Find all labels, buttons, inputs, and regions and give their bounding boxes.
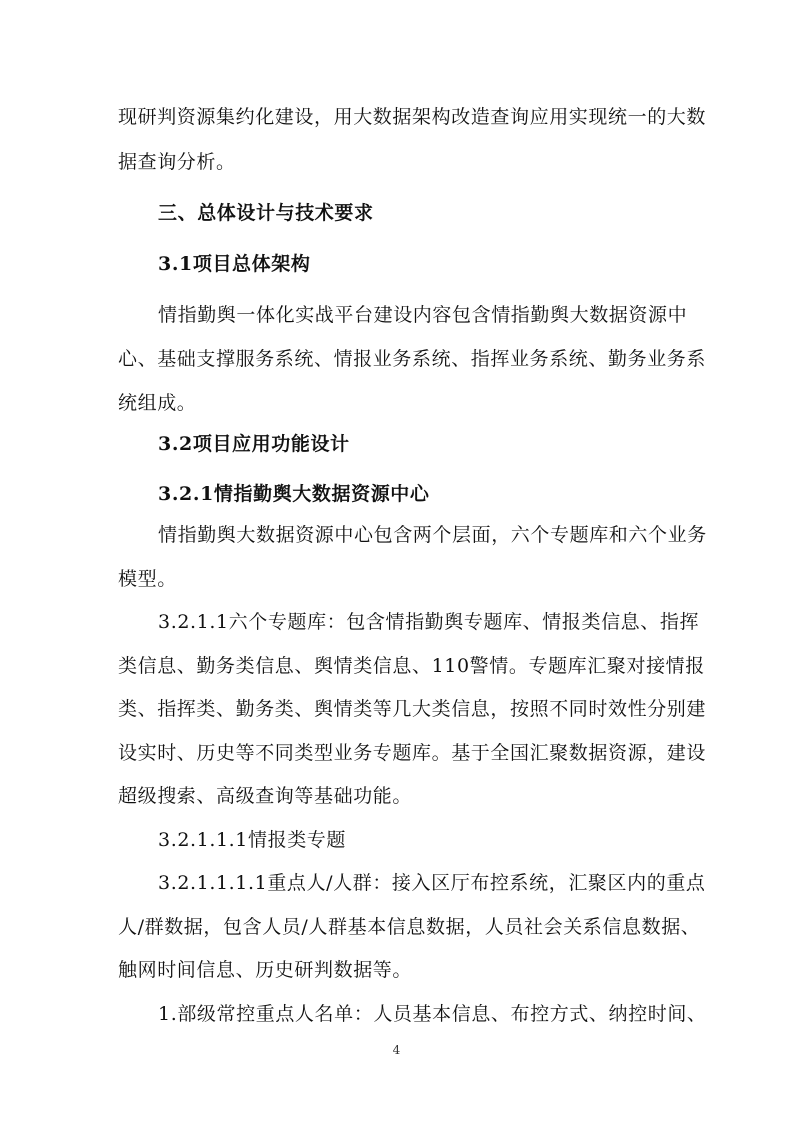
subsection-heading: 3.2.1情指勤舆大数据资源中心 [158, 483, 430, 505]
body-text-line: 现研判资源集约化建设，用大数据架构改造查询应用实现统一的大数 [118, 106, 707, 128]
body-text-line: 触网时间信息、历史研判数据等。 [118, 959, 413, 981]
body-text-line: 设实时、历史等不同类型业务专题库。基于全国汇聚数据资源，建设 [118, 742, 707, 764]
body-text-line: 情指勤舆一体化实战平台建设内容包含情指勤舆大数据资源中 [158, 304, 688, 326]
body-text-line: 情指勤舆大数据资源中心包含两个层面，六个专题库和六个业务 [158, 524, 707, 546]
page-number: 4 [392, 1043, 401, 1057]
subsection-heading: 3.1项目总体架构 [158, 253, 311, 275]
body-text-line: 人/群数据，包含人员/人群基本信息数据，人员社会关系信息数据、 [118, 916, 701, 938]
body-text-line: 1.部级常控重点人名单：人员基本信息、布控方式、纳控时间、 [158, 1003, 707, 1025]
body-text-line: 心、基础支撑服务系统、情报业务系统、指挥业务系统、勤务业务系 [118, 348, 707, 370]
body-text-line: 类信息、勤务类信息、舆情类信息、110警情。专题库汇聚对接情报 [118, 655, 705, 677]
section-heading: 三、总体设计与技术要求 [158, 202, 374, 224]
body-text-line: 3.2.1.1.1情报类专题 [158, 829, 347, 851]
body-text-line: 3.2.1.1.1.1重点人/人群：接入区厅布控系统，汇聚区内的重点 [158, 872, 706, 894]
body-text-line: 模型。 [118, 568, 177, 590]
body-text-line: 统组成。 [118, 392, 197, 414]
body-text-line: 据查询分析。 [118, 151, 236, 173]
body-text-line: 3.2.1.1六个专题库：包含情指勤舆专题库、情报类信息、指挥 [158, 611, 700, 633]
subsection-heading: 3.2项目应用功能设计 [158, 433, 350, 455]
body-text-line: 超级搜索、高级查询等基础功能。 [118, 785, 413, 807]
body-text-line: 类、指挥类、勤务类、舆情类等几大类信息，按照不同时效性分别建 [118, 698, 707, 720]
